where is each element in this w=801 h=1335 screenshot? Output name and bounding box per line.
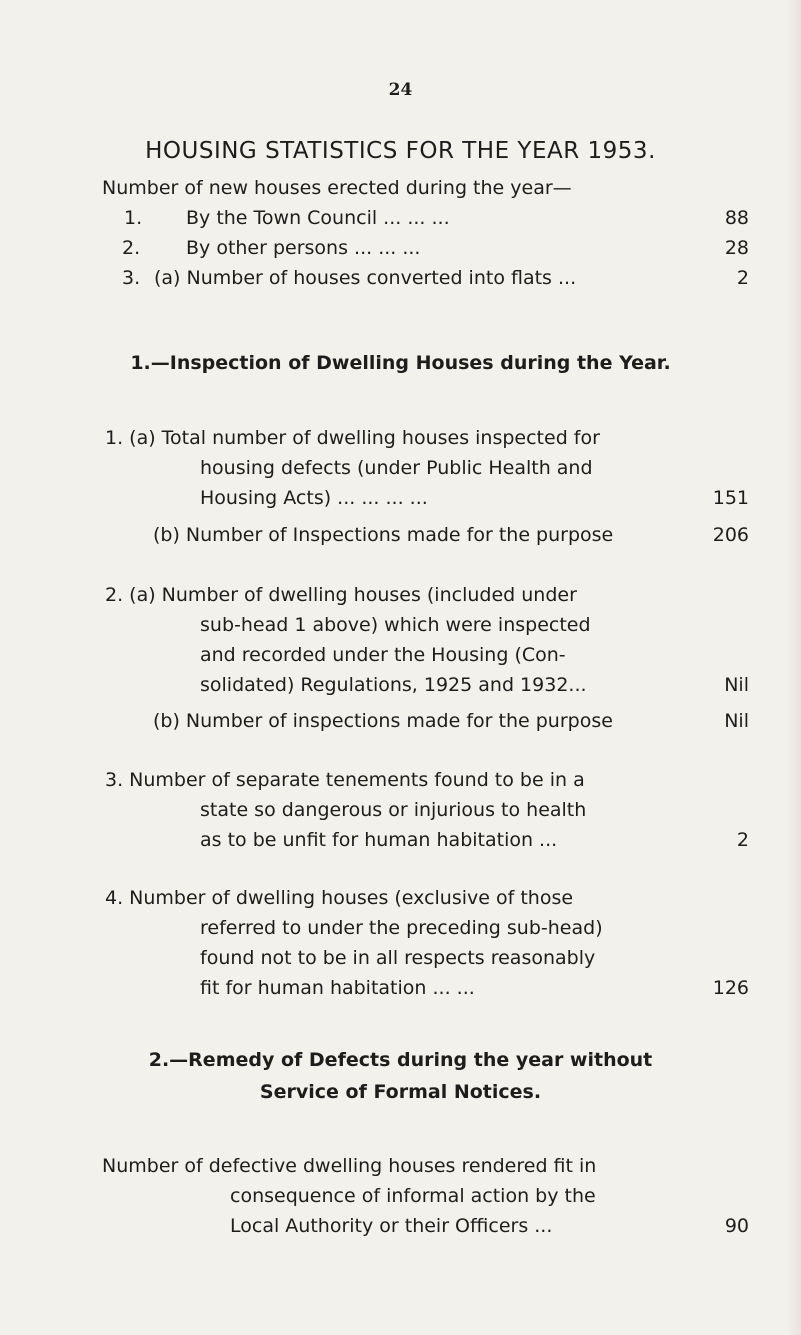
section-2-item-line-2: consequence of informal action by the	[230, 1185, 596, 1207]
section-2-heading-line-1: 2.—Remedy of Defects during the year without	[148, 1049, 653, 1071]
page-number: 24	[388, 80, 413, 100]
section-1-heading: 1.—Inspection of Dwelling Houses during the Year.	[130, 352, 671, 374]
item-1b-value: 206	[712, 524, 749, 546]
item-4-line-4: fit for human habitation ... ...	[200, 977, 475, 999]
item-1a-value: 151	[712, 487, 749, 509]
item-4-line-2: referred to under the preceding sub-head)	[200, 917, 603, 939]
item-1a-line-2: housing defects (under Public Health and	[200, 457, 593, 479]
item-4-line-1: 4. Number of dwelling houses (exclusive of those	[105, 887, 574, 909]
section-2-item-line-3: Local Authority or their Officers ...	[230, 1215, 553, 1237]
section-2-item-line-1: Number of defective dwelling houses rendered fit in	[102, 1155, 597, 1177]
item-2b-text: (b) Number of inspections made for the purpose	[153, 710, 613, 732]
intro-item-3-text: (a) Number of houses converted into flats ...	[154, 267, 577, 289]
item-2a-line-3: and recorded under the Housing (Con-	[200, 644, 566, 666]
intro-item-3-label: 3.	[122, 267, 141, 289]
item-4-value: 126	[712, 977, 749, 999]
item-1a-line-1: 1. (a) Total number of dwelling houses inspected for	[105, 427, 600, 449]
intro-item-1-value: 88	[724, 207, 749, 229]
item-2a-line-2: sub-head 1 above) which were inspected	[200, 614, 591, 636]
intro-item-1-text: By the Town Council ... ... ...	[186, 207, 450, 229]
item-3-line-3: as to be unfit for human habitation ...	[200, 829, 558, 851]
intro-item-2-value: 28	[724, 237, 749, 259]
section-2-heading-line-2: Service of Formal Notices.	[259, 1081, 542, 1103]
section-2-item-value: 90	[724, 1215, 749, 1237]
intro-item-2-text: By other persons ... ... ...	[186, 237, 421, 259]
item-3-line-1: 3. Number of separate tenements found to be in a	[105, 769, 585, 791]
item-1b-text: (b) Number of Inspections made for the purpose	[153, 524, 614, 546]
intro-heading: Number of new houses erected during the year—	[102, 177, 572, 199]
item-1a-line-3: Housing Acts) ... ... ... ...	[200, 487, 428, 509]
item-2a-value: Nil	[724, 674, 749, 696]
intro-item-3-value: 2	[736, 267, 749, 289]
intro-item-2-label: 2.	[122, 237, 141, 259]
item-3-value: 2	[736, 829, 749, 851]
item-2a-line-1: 2. (a) Number of dwelling houses (included under	[105, 584, 577, 606]
intro-item-1-label: 1.	[124, 207, 143, 229]
page-title: HOUSING STATISTICS FOR THE YEAR 1953.	[145, 138, 656, 164]
item-3-line-2: state so dangerous or injurious to health	[200, 799, 587, 821]
item-2a-line-4: solidated) Regulations, 1925 and 1932...	[200, 674, 587, 696]
item-2b-value: Nil	[724, 710, 749, 732]
item-4-line-3: found not to be in all respects reasonably	[200, 947, 596, 969]
page-edge	[787, 0, 801, 1335]
